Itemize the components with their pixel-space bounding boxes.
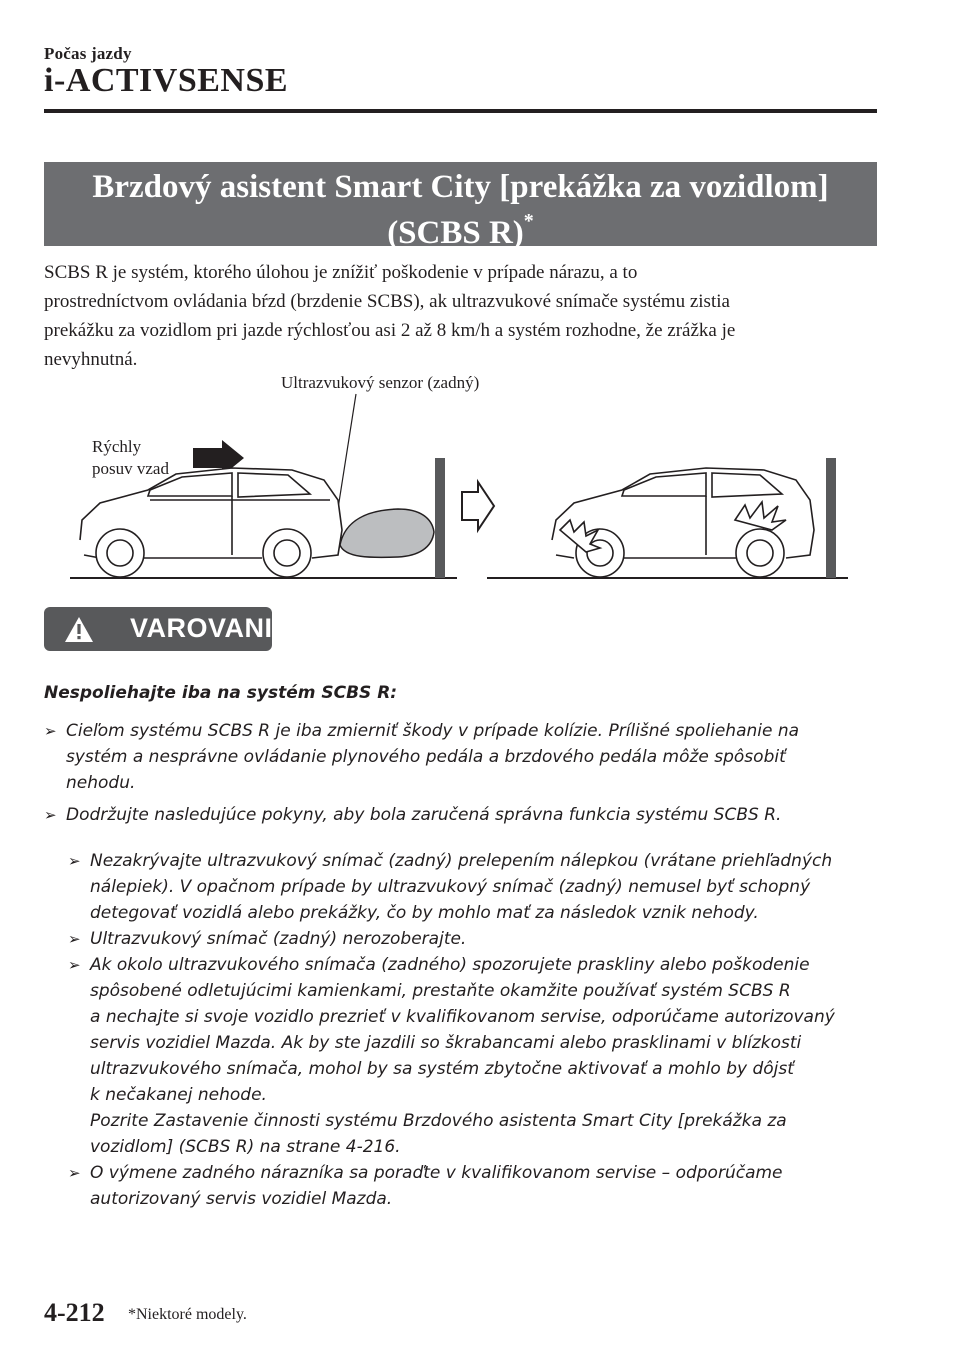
speed-label-line-2: posuv vzad (92, 459, 169, 478)
page-title-line-2 (44, 206, 877, 252)
warning-sub-list (68, 848, 874, 1212)
warning-sub-item-line: nálepiek). V opačnom prípade by ultrazvukový snímač (zadný) nemusel byť schopný (90, 877, 811, 897)
page-number: 4-212 (44, 1298, 105, 1327)
warning-badge-label: VAROVANIE (130, 613, 292, 643)
speed-label-line-1: Rýchly (92, 437, 142, 456)
bullet-arrow-icon: ➢ (68, 1164, 81, 1182)
footnote: *Niektoré modely. (128, 1306, 247, 1323)
section-title: i-ACTIVSENSE (44, 62, 289, 99)
scbs-illustration (0, 360, 960, 595)
warning-body (44, 680, 874, 1212)
warning-sub-item-line: O výmene zadného nárazníka sa poraďte v kvalifikovanom servise – odporúčame (90, 1163, 783, 1183)
intro-paragraph (44, 258, 874, 374)
cross-reference-line: vozidlom] (SCBS R) na strane 4-216. (90, 1137, 401, 1157)
warning-sub-item-line: Ak okolo ultrazvukového snímača (zadného) spozorujete praskliny alebo poškodenie (90, 955, 810, 975)
warning-sub-item-line: spôsobené odletujúcimi kamienkami, prestaňte okamžite používať systém SCBS R (90, 981, 791, 1001)
warning-sub-item-line: ultrazvukového snímača, mohol by sa systém zbytočne aktivovať a mohlo by dôjsť (90, 1059, 794, 1079)
warning-sub-item-line: servis vozidiel Mazda. Ak by ste jazdili so škrabancami alebo prasklinami v blízkosti (90, 1033, 802, 1053)
warning-sub-item-line: detegovať vozidlá alebo prekážky, čo by mohlo mať za následok vznik nehody. (90, 903, 759, 923)
warning-sub-item (68, 1160, 874, 1212)
intro-line: prekážku za vozidlom pri jazde rýchlosťou asi 2 až 8 km/h a systém rozhodne, že zrážka je (44, 320, 736, 341)
warning-sub-item (68, 926, 874, 952)
section-subtitle: Počas jazdy (44, 44, 132, 63)
warning-sub-item-line: a nechajte si svoje vozidlo prezrieť v kvalifikovanom servise, odporúčame autorizovaný (90, 1007, 835, 1027)
suv-right-collision (552, 468, 814, 577)
warning-item-line: Cieľom systému SCBS R je iba zmierniť škody v prípade kolízie. Prílišné spoliehanie na (66, 721, 800, 741)
bullet-arrow-icon: ➢ (68, 930, 81, 948)
warning-sub-item-line: autorizovaný servis vozidiel Mazda. (90, 1189, 393, 1209)
sensor-label: Ultrazvukový senzor (zadný) (281, 373, 480, 392)
bullet-arrow-icon: ➢ (44, 722, 57, 740)
page-title-line-1: Brzdový asistent Smart City [prekážka za vozidlom] (92, 169, 829, 205)
bullet-arrow-icon: ➢ (68, 956, 81, 974)
suv-left (80, 468, 342, 577)
header-rule (44, 109, 877, 113)
warning-sub-item-line: Ultrazvukový snímač (zadný) nerozoberajte. (90, 929, 467, 949)
warning-item (44, 802, 874, 828)
warning-sub-item-line: k nečakanej nehode. (90, 1085, 267, 1105)
footnote-marker: * (523, 210, 534, 232)
obstacle-wall-right (826, 458, 836, 578)
intro-line: SCBS R je systém, ktorého úlohou je znížiť poškodenie v prípade nárazu, a to (44, 262, 638, 283)
page-title-code: (SCBS R) (387, 215, 524, 251)
warning-sub-item (68, 952, 874, 1160)
sensor-detection-zone (340, 509, 434, 557)
bullet-arrow-icon: ➢ (68, 852, 81, 870)
intro-line: prostredníctvom ovládania bŕzd (brzdenie SCBS), ak ultrazvukové snímače systému zistia (44, 291, 730, 312)
warning-lead: Nespoliehajte iba na systém SCBS R: (44, 683, 398, 703)
intro-line: nevyhnutná. (44, 349, 138, 370)
warning-badge (44, 607, 292, 651)
warning-sub-item-line: Nezakrývajte ultrazvukový snímač (zadný) prelepením nálepkou (vrátane priehľadných (90, 851, 833, 871)
warning-item-line: Dodržujte nasledujúce pokyny, aby bola zaručená správna funkcia systému SCBS R. (66, 805, 782, 825)
warning-sub-item (68, 848, 874, 926)
cross-reference-line: Pozrite Zastavenie činnosti systému Brzdového asistenta Smart City [prekážka za (90, 1111, 787, 1131)
warning-triangle-icon (64, 616, 94, 643)
sequence-arrow (462, 482, 494, 530)
warning-item-line: systém a nesprávne ovládanie plynového pedála a brzdového pedála môže spôsobiť (66, 747, 786, 767)
bullet-arrow-icon: ➢ (44, 806, 57, 824)
warning-item-line: nehodu. (66, 773, 136, 793)
page-title-band (44, 162, 877, 251)
warning-item (44, 718, 874, 796)
obstacle-wall-left (435, 458, 445, 578)
